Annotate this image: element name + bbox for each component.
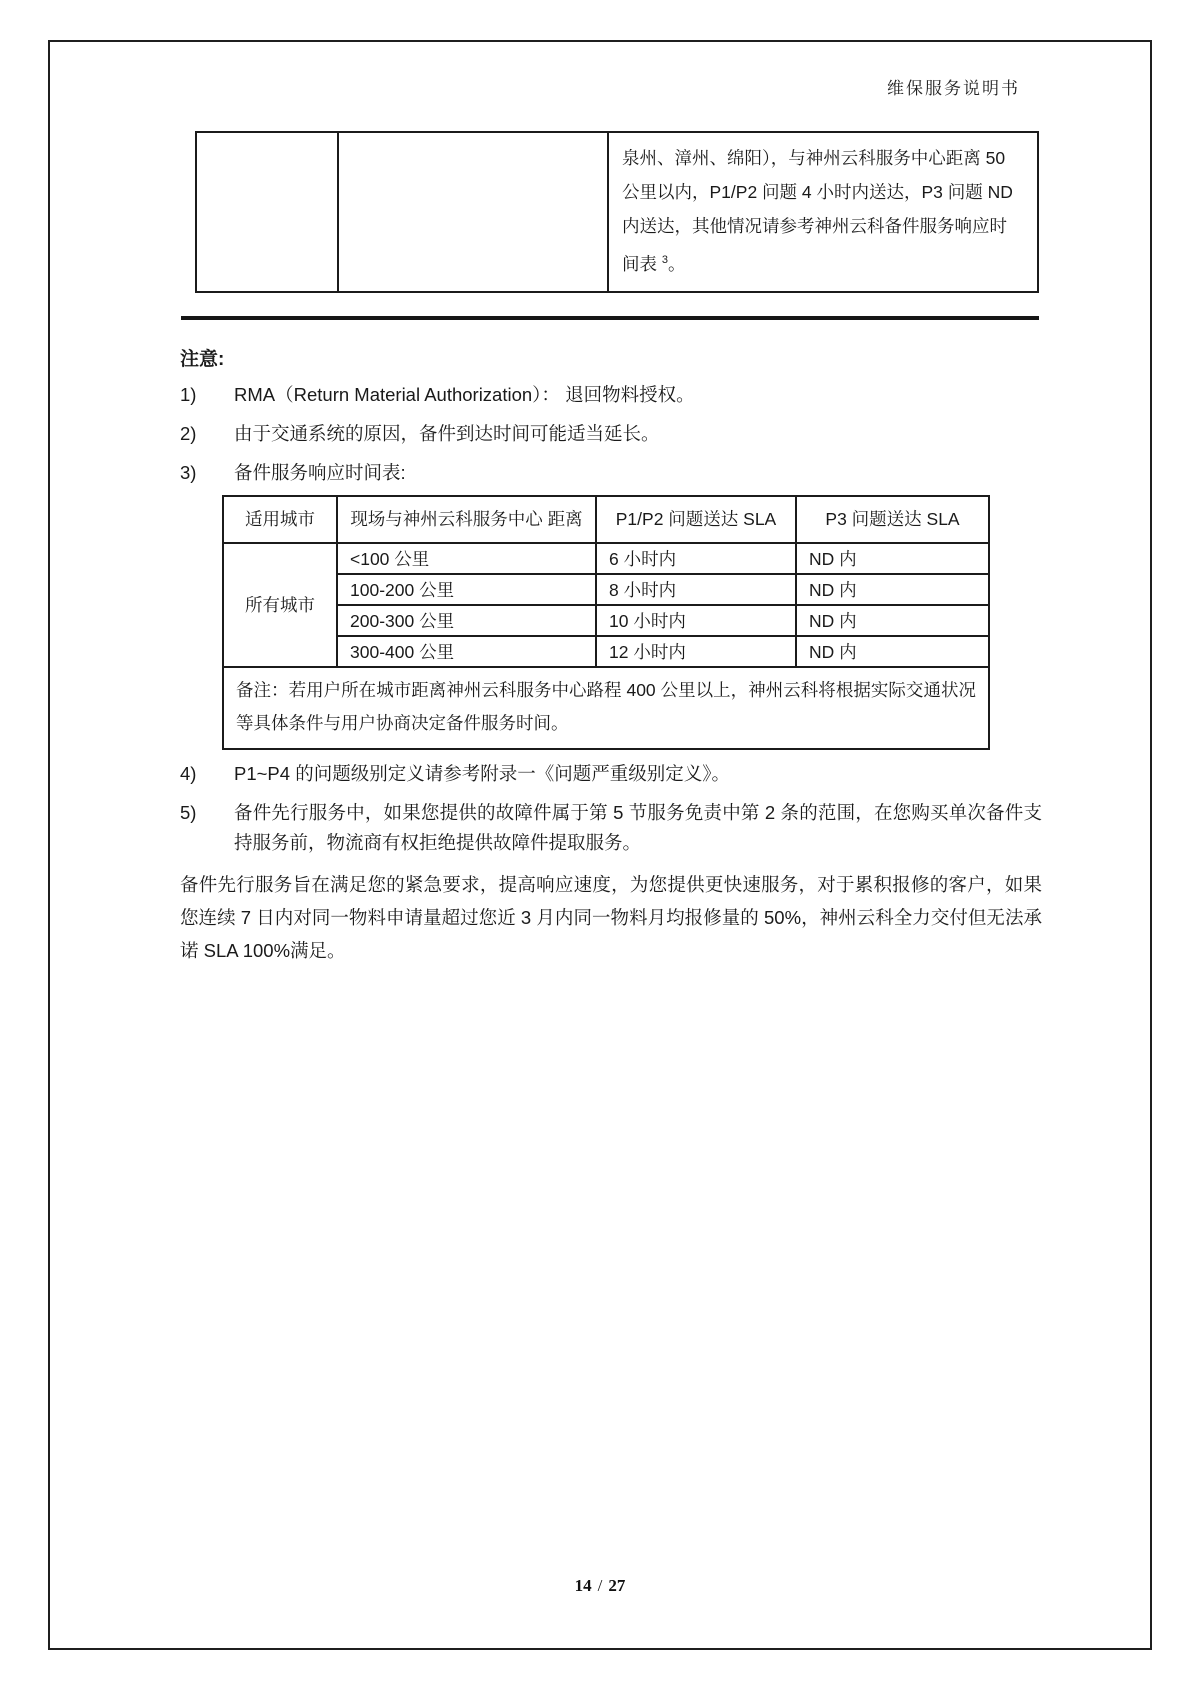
continuation-cell-empty-1 bbox=[196, 132, 338, 292]
note-text: 由于交通系统的原因，备件到达时间可能适当延长。 bbox=[234, 422, 660, 444]
table-row bbox=[223, 574, 989, 605]
note-item-5 bbox=[180, 798, 1042, 858]
note-item-3 bbox=[180, 458, 1042, 488]
p12-sla-cell: 10 小时内 bbox=[596, 605, 796, 636]
cell-text-line: 内送达，其他情况请参考神州云科备件服务响应时 bbox=[622, 216, 1007, 236]
p12-sla-cell: 12 小时内 bbox=[596, 636, 796, 667]
note-number: 4) bbox=[180, 762, 197, 784]
notice-heading: 注意: bbox=[180, 348, 225, 370]
table-header-row bbox=[223, 496, 989, 543]
note-number: 3) bbox=[180, 461, 197, 483]
note-item-2 bbox=[180, 419, 1042, 449]
column-header-distance: 现场与神州云科服务中心 距离 bbox=[337, 496, 596, 543]
footnote-ref: 3 bbox=[661, 254, 668, 266]
cell-text-line: 泉州、漳州、绵阳），与神州云科服务中心距离 50 bbox=[622, 148, 1006, 168]
sla-response-time-table bbox=[222, 495, 990, 750]
table-row bbox=[223, 543, 989, 574]
distance-cell: 300-400 公里 bbox=[337, 636, 596, 667]
table-remark-row bbox=[223, 667, 989, 749]
continuation-cell-empty-2 bbox=[338, 132, 608, 292]
page-number-separator: / bbox=[597, 1576, 603, 1595]
cell-text-pre: 间表 bbox=[622, 253, 662, 274]
note-text: 备件服务响应时间表: bbox=[234, 461, 406, 483]
table-row bbox=[223, 605, 989, 636]
continuation-cell-text bbox=[608, 132, 1038, 292]
page-footer bbox=[0, 1576, 1200, 1596]
p3-sla-cell: ND 内 bbox=[796, 636, 989, 667]
page-number-current: 14 bbox=[574, 1576, 592, 1595]
column-header-p3-sla: P3 问题送达 SLA bbox=[796, 496, 989, 543]
closing-paragraph: 备件先行服务旨在满足您的紧急要求，提高响应速度，为您提供更快速服务，对于累积报修的客户，如果您连续 7 日内对同一物料申请量超过您近 3 月内同一物料月均报修量的 50%，神州云科全力交付但无法承诺 SLA 100%满足。 bbox=[180, 873, 1042, 961]
p3-sla-cell: ND 内 bbox=[796, 574, 989, 605]
p3-sla-cell: ND 内 bbox=[796, 605, 989, 636]
section-divider-rule bbox=[181, 316, 1039, 320]
distance-cell: 200-300 公里 bbox=[337, 605, 596, 636]
table-row bbox=[196, 132, 1038, 292]
note-text: RMA（Return Material Authorization）： 退回物料授权。 bbox=[234, 383, 695, 405]
city-group-cell: 所有城市 bbox=[223, 543, 337, 667]
p3-sla-cell: ND 内 bbox=[796, 543, 989, 574]
note-item-1 bbox=[180, 380, 1042, 410]
page-number-total: 27 bbox=[608, 1576, 626, 1595]
cell-text-line: 公里以内，P1/P2 问题 4 小时内送达，P3 问题 ND bbox=[622, 182, 1013, 202]
note-text: P1~P4 的问题级别定义请参考附录一《问题严重级别定义》。 bbox=[234, 762, 730, 784]
p12-sla-cell: 8 小时内 bbox=[596, 574, 796, 605]
column-header-p12-sla: P1/P2 问题送达 SLA bbox=[596, 496, 796, 543]
continuation-table bbox=[195, 131, 1039, 293]
distance-cell: 100-200 公里 bbox=[337, 574, 596, 605]
document-header-title: 维保服务说明书 bbox=[887, 79, 1020, 98]
page-content bbox=[180, 131, 1042, 967]
note-number: 2) bbox=[180, 422, 197, 444]
note-number: 1) bbox=[180, 383, 197, 405]
p12-sla-cell: 6 小时内 bbox=[596, 543, 796, 574]
cell-text-line bbox=[622, 243, 1024, 281]
distance-cell: <100 公里 bbox=[337, 543, 596, 574]
note-item-4 bbox=[180, 759, 1042, 789]
column-header-city: 适用城市 bbox=[223, 496, 337, 543]
table-row bbox=[223, 636, 989, 667]
note-text: 备件先行服务中，如果您提供的故障件属于第 5 节服务免责中第 2 条的范围，在您购买单次备件支持服务前，物流商有权拒绝提供故障件提取服务。 bbox=[234, 801, 1042, 853]
note-number: 5) bbox=[180, 801, 197, 823]
cell-text-post: 。 bbox=[668, 253, 686, 274]
table-remark: 备注：若用户所在城市距离神州云科服务中心路程 400 公里以上，神州云科将根据实际交通状况等具体条件与用户协商决定备件服务时间。 bbox=[223, 667, 989, 749]
